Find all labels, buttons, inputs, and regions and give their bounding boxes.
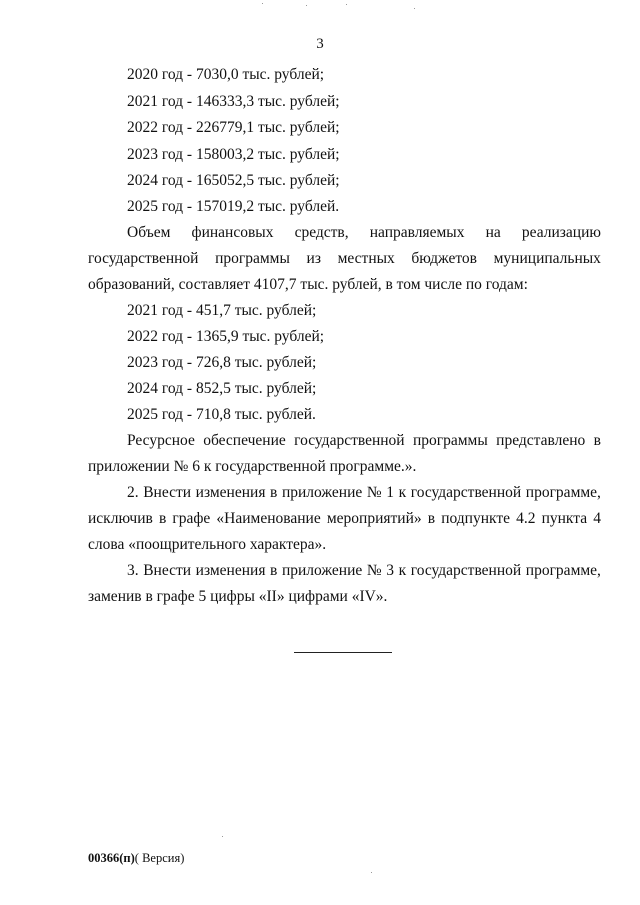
word: к [398,484,407,501]
word: в [593,432,601,449]
scan-speck [371,872,372,873]
word: программе, [525,484,601,501]
word: изменения [195,484,266,501]
local-budget-line-1 [127,224,601,242]
word: государственной [294,432,405,449]
item-3-line-1 [127,562,601,580]
footer-code: 00366(п) [88,851,135,865]
scan-speck [306,5,307,6]
word: в [270,562,278,579]
word: государственной [88,250,199,267]
local-year-2025: 2025 год - 710,8 тыс. рублей. [127,406,316,423]
funding-year-2022: 2022 год - 226779,1 тыс. рублей; [127,119,340,136]
word: 4.2 [516,510,536,527]
word: программе, [525,562,601,579]
local-year-2024: 2024 год - 852,5 тыс. рублей; [127,380,317,397]
word: Ресурсное [127,432,195,449]
word: исключив [88,510,153,527]
word: Внести [143,562,192,579]
word: государственной [410,484,522,501]
item-2-line-2 [88,510,601,528]
word: приложение [281,484,363,501]
word: из [306,250,321,267]
word: 2. [127,484,139,501]
funding-year-2025: 2025 год - 157019,2 тыс. рублей. [127,198,340,215]
local-budget-line-3: образований, составляет 4107,7 тыс. рублей, в том числе по годам: [88,276,528,293]
local-budget-line-2 [88,250,601,268]
funding-year-2020: 2020 год - 7030,0 тыс. рублей; [127,66,325,83]
word: муниципальных [493,250,601,267]
document-footer [88,851,184,866]
word: изменения [195,562,266,579]
scan-speck [346,4,347,5]
word: государственной [410,562,522,579]
word: бюджетов [411,250,477,267]
word: направляемых [369,224,465,241]
word: местных [337,250,395,267]
local-year-2023: 2023 год - 726,8 тыс. рублей; [127,354,317,371]
word: представлено [496,432,586,449]
word: подпункте [441,510,510,527]
word: 3. [127,562,139,579]
funding-year-2024: 2024 год - 165052,5 тыс. рублей; [127,172,340,189]
scan-speck [222,836,223,837]
resource-line-1 [127,432,601,450]
word: в [270,484,278,501]
word: графе [172,510,211,527]
word: мероприятий» [326,510,422,527]
word: реализацию [521,224,601,241]
word: программы [412,432,488,449]
local-year-2022: 2022 год - 1365,9 тыс. рублей; [127,328,325,345]
funding-year-2023: 2023 год - 158003,2 тыс. рублей; [127,146,340,163]
word: к [398,562,407,579]
word: программы [215,250,290,267]
word: в [158,510,167,527]
end-separator-rule [294,652,392,653]
resource-line-2: приложении № 6 к государственной программе.». [88,458,417,475]
item-3-line-2: заменив в графе 5 цифры «II» цифрами «IV». [88,588,388,605]
word: обеспечение [203,432,286,449]
word: средств, [294,224,349,241]
word: № [366,562,382,579]
scan-speck [414,8,415,9]
word: Внести [143,484,192,501]
word: 4 [593,510,601,527]
word: на [485,224,501,241]
word: приложение [281,562,363,579]
word: 3 [386,562,394,579]
local-year-2021: 2021 год - 451,7 тыс. рублей; [127,302,317,319]
funding-year-2021: 2021 год - 146333,3 тыс. рублей; [127,93,340,110]
word: № [366,484,382,501]
item-2-line-3: слова «поощрительного характера». [88,536,327,553]
word: в [427,510,436,527]
word: финансовых [191,224,274,241]
word: «Наименование [216,510,321,527]
scan-speck [262,3,263,4]
word: 1 [386,484,394,501]
item-2-line-1 [127,484,601,502]
word: Объем [127,224,171,241]
footer-version-label: ( Версия) [134,851,185,865]
page-number: 3 [316,36,324,52]
word: пункта [541,510,588,527]
